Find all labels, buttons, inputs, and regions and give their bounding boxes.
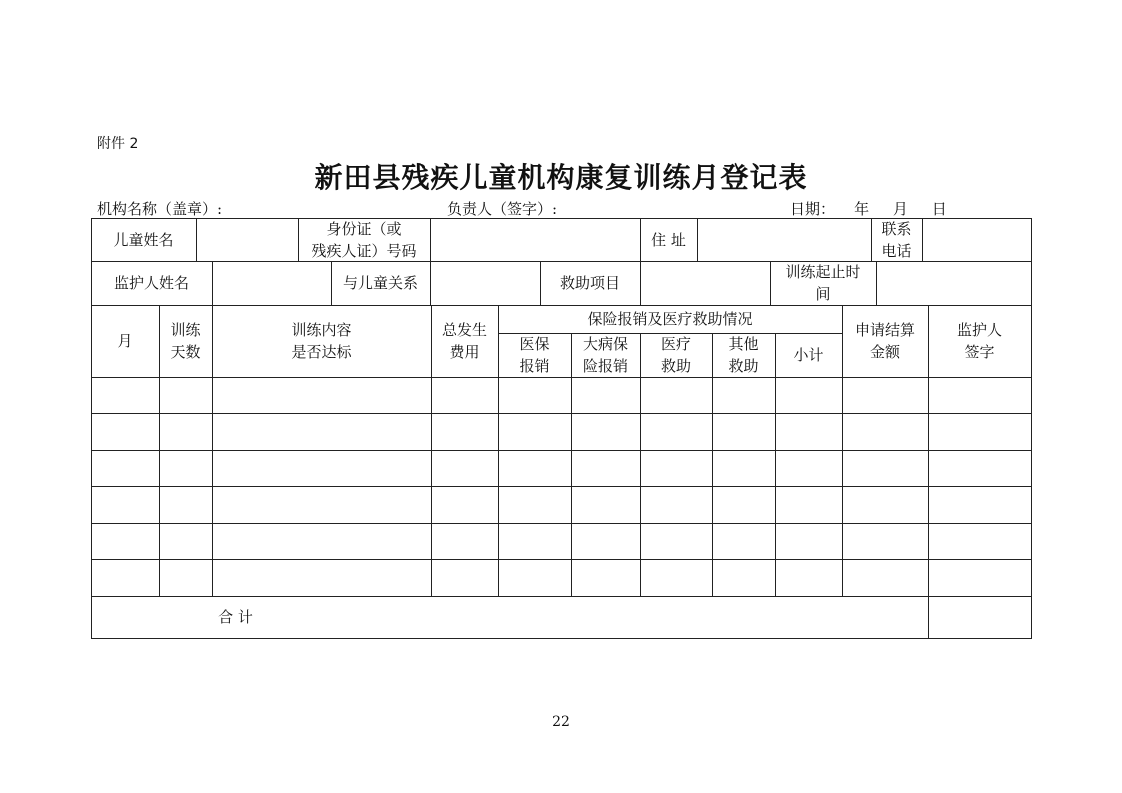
data-cell[interactable] xyxy=(713,524,774,558)
data-cell[interactable] xyxy=(572,560,639,595)
data-cell[interactable] xyxy=(160,487,211,522)
data-cell[interactable] xyxy=(929,378,1030,412)
month-header: 月 xyxy=(117,332,133,350)
data-cell[interactable] xyxy=(432,560,497,595)
data-cell[interactable] xyxy=(572,451,639,485)
data-cell[interactable] xyxy=(713,487,774,522)
training-content-header: 训练内容 是否达标 xyxy=(291,321,352,361)
data-cell[interactable] xyxy=(92,487,158,522)
total-sign-field[interactable] xyxy=(929,597,1030,637)
data-cell[interactable] xyxy=(572,487,639,522)
data-cell[interactable] xyxy=(776,487,841,522)
id-card-field[interactable] xyxy=(431,219,639,260)
data-cell[interactable] xyxy=(432,414,497,449)
page-title: 新田县残疾儿童机构康复训练月登记表 xyxy=(314,161,808,194)
serious-illness-header: 大病保 险报销 xyxy=(582,335,628,375)
insurance-group-header: 保险报销及医疗救助情况 xyxy=(587,310,753,328)
aid-item-field[interactable] xyxy=(641,262,769,304)
relation-label: 与儿童关系 xyxy=(342,274,418,292)
relation-field[interactable] xyxy=(431,262,539,304)
data-cell[interactable] xyxy=(213,560,430,595)
data-cell[interactable] xyxy=(432,451,497,485)
data-cell[interactable] xyxy=(713,414,774,449)
data-cell[interactable] xyxy=(572,524,639,558)
aid-item-label: 救助项目 xyxy=(559,274,620,292)
data-cell[interactable] xyxy=(843,451,927,485)
data-cell[interactable] xyxy=(843,560,927,595)
training-period-field[interactable] xyxy=(877,262,1030,304)
child-name-label: 儿童姓名 xyxy=(113,230,174,249)
data-cell[interactable] xyxy=(160,414,211,449)
data-cell[interactable] xyxy=(432,524,497,558)
total-row-label: 合 计 xyxy=(218,608,253,626)
data-cell[interactable] xyxy=(843,414,927,449)
training-days-header: 训练 天数 xyxy=(170,321,201,361)
data-cell[interactable] xyxy=(213,451,430,485)
data-cell[interactable] xyxy=(641,414,711,449)
medical-aid-header: 医疗 救助 xyxy=(660,335,691,375)
training-period-label: 训练起止时 间 xyxy=(785,263,861,303)
table-border-right xyxy=(1031,218,1032,639)
data-cell[interactable] xyxy=(92,451,158,485)
data-cell[interactable] xyxy=(499,414,570,449)
apply-amount-header: 申请结算 金额 xyxy=(854,321,915,361)
data-cell[interactable] xyxy=(641,378,711,412)
data-cell[interactable] xyxy=(432,378,497,412)
data-cell[interactable] xyxy=(160,451,211,485)
data-cell[interactable] xyxy=(499,378,570,412)
phone-field[interactable] xyxy=(923,219,1030,260)
address-label: 住 址 xyxy=(651,230,686,249)
data-cell[interactable] xyxy=(776,524,841,558)
data-cell[interactable] xyxy=(572,378,639,412)
data-cell[interactable] xyxy=(843,487,927,522)
data-cell[interactable] xyxy=(160,560,211,595)
data-cell[interactable] xyxy=(713,560,774,595)
data-cell[interactable] xyxy=(776,378,841,412)
data-cell[interactable] xyxy=(641,524,711,558)
data-cell[interactable] xyxy=(843,524,927,558)
date-label: 日期： 年 月 日 xyxy=(790,200,947,218)
data-cell[interactable] xyxy=(160,524,211,558)
data-cell[interactable] xyxy=(776,560,841,595)
subtotal-header: 小计 xyxy=(793,346,824,364)
data-cell[interactable] xyxy=(713,451,774,485)
data-cell[interactable] xyxy=(641,487,711,522)
org-name-label: 机构名称（盖章）: xyxy=(97,200,223,218)
guardian-sign-header: 监护人 签字 xyxy=(956,321,1002,361)
data-cell[interactable] xyxy=(929,524,1030,558)
guardian-name-label: 监护人姓名 xyxy=(113,274,189,292)
data-cell[interactable] xyxy=(499,560,570,595)
data-cell[interactable] xyxy=(92,560,158,595)
data-cell[interactable] xyxy=(641,451,711,485)
data-cell[interactable] xyxy=(929,560,1030,595)
data-cell[interactable] xyxy=(713,378,774,412)
data-cell[interactable] xyxy=(92,378,158,412)
data-cell[interactable] xyxy=(499,451,570,485)
data-cell[interactable] xyxy=(92,414,158,449)
total-value-field[interactable] xyxy=(381,597,927,637)
page-number: 22 xyxy=(552,714,570,730)
data-cell[interactable] xyxy=(929,451,1030,485)
child-name-field[interactable] xyxy=(197,219,297,260)
data-cell[interactable] xyxy=(92,524,158,558)
data-cell[interactable] xyxy=(929,487,1030,522)
data-cell[interactable] xyxy=(641,560,711,595)
guardian-name-field[interactable] xyxy=(213,262,330,304)
data-cell[interactable] xyxy=(929,414,1030,449)
data-cell[interactable] xyxy=(160,378,211,412)
data-cell[interactable] xyxy=(213,414,430,449)
data-cell[interactable] xyxy=(499,487,570,522)
id-card-label: 身份证（或 残疾人证）号码 xyxy=(311,219,417,260)
data-cell[interactable] xyxy=(776,451,841,485)
data-cell[interactable] xyxy=(499,524,570,558)
data-cell[interactable] xyxy=(572,414,639,449)
other-aid-header: 其他 救助 xyxy=(728,335,759,375)
address-field[interactable] xyxy=(698,219,870,260)
data-cell[interactable] xyxy=(432,487,497,522)
data-cell[interactable] xyxy=(776,414,841,449)
total-cost-header: 总发生 费用 xyxy=(441,321,487,361)
phone-label: 联系 电话 xyxy=(881,219,912,260)
data-cell[interactable] xyxy=(213,378,430,412)
data-cell[interactable] xyxy=(213,487,430,522)
data-cell[interactable] xyxy=(213,524,430,558)
table-border-bottom xyxy=(91,638,1032,639)
responsible-person-label: 负责人（签字）: xyxy=(447,200,558,218)
medical-insurance-header: 医保 报销 xyxy=(519,335,550,375)
attachment-label: 附件 2 xyxy=(97,136,139,152)
data-cell[interactable] xyxy=(843,378,927,412)
